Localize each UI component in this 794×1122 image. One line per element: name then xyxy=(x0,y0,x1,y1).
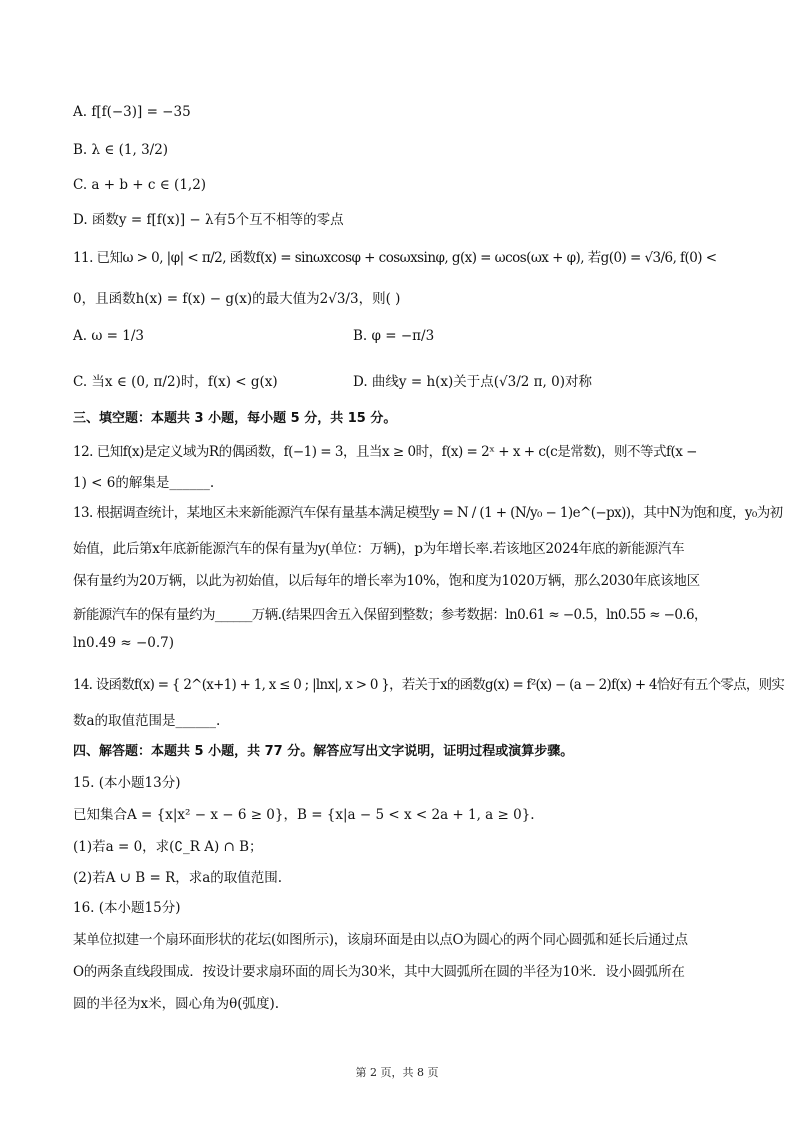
option-10b: B. λ ∈ (1, 3/2) xyxy=(73,142,169,158)
option-10d: D. 函数y = f[f(x)] − λ有5个互不相等的零点 xyxy=(73,212,344,228)
question-16-title: 16. (本小题15分) xyxy=(73,900,181,916)
question-12-line-1: 12. 已知f(x)是定义域为R的偶函数，f(−1) = 3，且当x ≥ 0时，f(x) = 2ˣ + x + c(c是常数)，则不等式f(x − xyxy=(73,444,697,460)
question-13-line-4: 新能源汽车的保有量约为______万辆.(结果四舍五入保留到整数；参考数据：ln0.61 ≈ −0.5，ln0.55 ≈ −0.6， xyxy=(73,607,707,623)
page-footer: 第 2 页，共 8 页 xyxy=(355,1066,439,1079)
question-15-title: 15. (本小题13分) xyxy=(73,775,181,791)
question-13-line-3: 保有量约为20万辆，以此为初始值，以后每年的增长率为10%，饱和度为1020万辆，那么2030年底该地区 xyxy=(73,573,700,589)
option-10c: C. a + b + c ∈ (1,2) xyxy=(73,177,207,193)
question-12-line-2: 1) < 6的解集是______. xyxy=(73,475,215,491)
section-3-heading: 三、填空题：本题共 3 小题，每小题 5 分，共 15 分。 xyxy=(73,411,397,426)
option-10a: A. f[f(−3)] = −35 xyxy=(73,104,191,120)
question-14-line-1: 14. 设函数f(x) = { 2^(x+1) + 1, x ≤ 0 ; |lnx|, x > 0 }，若关于x的函数g(x) = f²(x) − (a − 2)f(x) + 4恰好有五个零点，则实 xyxy=(73,677,785,693)
question-11-line-1: 11. 已知ω > 0, |φ| < π/2, 函数f(x) = sinωxcosφ + cosωxsinφ, g(x) = ωcos(ωx + φ), 若g(0) = √3/6, f(0) < xyxy=(73,250,717,266)
question-13-line-2: 始值，此后第x年底新能源汽车的保有量为y(单位：万辆)，p为年增长率.若该地区2024年底的新能源汽车 xyxy=(73,541,685,557)
question-16-line-2: O的两条直线段围成．按设计要求扇环面的周长为30米，其中大圆弧所在圆的半径为10米．设小圆弧所在 xyxy=(73,964,685,980)
question-15-line-1: 已知集合A = {x|x² − x − 6 ≥ 0}，B = {x|a − 5 < x < 2a + 1, a ≥ 0}. xyxy=(73,807,535,823)
question-16-line-1: 某单位拟建一个扇环面形状的花坛(如图所示)，该扇环面是由以点O为圆心的两个同心圆弧和延长后通过点 xyxy=(73,932,688,948)
question-13-line-5: ln0.49 ≈ −0.7) xyxy=(73,635,175,651)
option-11c: C. 当x ∈ (0, π/2)时，f(x) < g(x) xyxy=(73,374,278,390)
question-14-line-2: 数a的取值范围是______. xyxy=(73,713,221,729)
question-13-line-1: 13. 根据调查统计，某地区未来新能源汽车保有量基本满足模型y = N / (1 + (N/y₀ − 1)e^(−px))，其中N为饱和度，y₀为初 xyxy=(73,505,783,521)
option-11b: B. φ = −π/3 xyxy=(353,328,435,344)
question-16-line-3: 圆的半径为x米，圆心角为θ(弧度). xyxy=(73,996,280,1012)
question-11-line-2: 0，且函数h(x) = f(x) − g(x)的最大值为2√3/3，则( ) xyxy=(73,291,401,307)
question-15-part-2: (2)若A ∪ B = R，求a的取值范围. xyxy=(73,870,283,886)
option-11d: D. 曲线y = h(x)关于点(√3/2 π, 0)对称 xyxy=(353,374,592,390)
section-4-heading: 四、解答题：本题共 5 小题，共 77 分。解答应写出文字说明，证明过程或演算步骤。 xyxy=(73,744,574,759)
question-15-part-1: (1)若a = 0，求(∁_R A) ∩ B； xyxy=(73,839,263,855)
option-11a: A. ω = 1/3 xyxy=(73,328,144,344)
